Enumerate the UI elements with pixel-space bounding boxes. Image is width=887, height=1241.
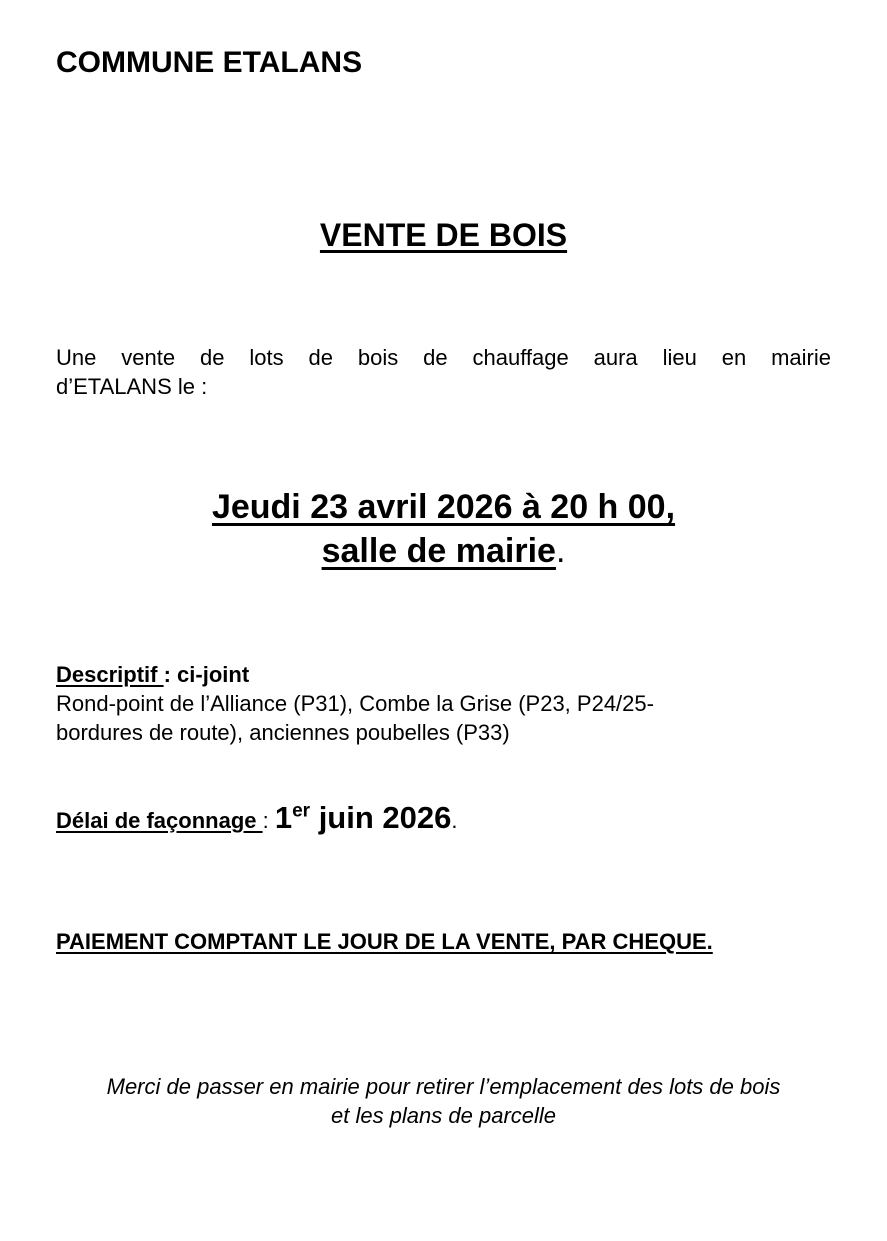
commune-name: COMMUNE ETALANS (56, 46, 363, 79)
descriptif-heading (56, 660, 836, 689)
descriptif-line-2: bordures de route), anciennes poubelles (P33) (56, 720, 510, 745)
merci-line-2: et les plans de parcelle (330, 1103, 557, 1128)
delai-day: 1 (274, 800, 293, 835)
delai-label: Délai de façonnage (56, 808, 263, 833)
intro-line-2: d’ETALANS le : (56, 374, 208, 399)
paiement-notice: PAIEMENT COMPTANT LE JOUR DE LA VENTE, PAR CHEQUE. (56, 929, 713, 954)
page-title-text: VENTE DE BOIS (319, 217, 568, 253)
delai-section (56, 800, 458, 836)
descriptif-line-1: Rond-point de l’Alliance (P31), Combe la Grise (P23, P24/25- (56, 691, 654, 716)
delai-day-suffix: er (292, 800, 311, 822)
delai-separator: : (262, 808, 275, 833)
delai-punct: . (451, 808, 458, 833)
descriptif-section (56, 660, 836, 747)
intro-line-1: Une vente de lots de bois de chauffage aura lieu en mairie (56, 345, 831, 370)
event-place: salle de mairie (321, 532, 556, 570)
event-datetime-line (0, 485, 887, 529)
event-block (0, 485, 887, 573)
page-title (0, 217, 887, 254)
merci-note (0, 1072, 887, 1130)
descriptif-label: Descriptif (56, 662, 164, 687)
descriptif-separator: : (163, 662, 178, 687)
merci-line-1: Merci de passer en mairie pour retirer l’emplacement des lots de bois (106, 1074, 781, 1099)
delai-rest: juin 2026 (310, 800, 452, 835)
descriptif-value: ci-joint (177, 662, 250, 687)
delai-date (275, 800, 452, 835)
event-datetime: Jeudi 23 avril 2026 à 20 h 00, (211, 488, 676, 526)
event-place-line (0, 529, 887, 573)
intro-paragraph (56, 343, 831, 401)
event-place-punct: . (555, 532, 566, 570)
